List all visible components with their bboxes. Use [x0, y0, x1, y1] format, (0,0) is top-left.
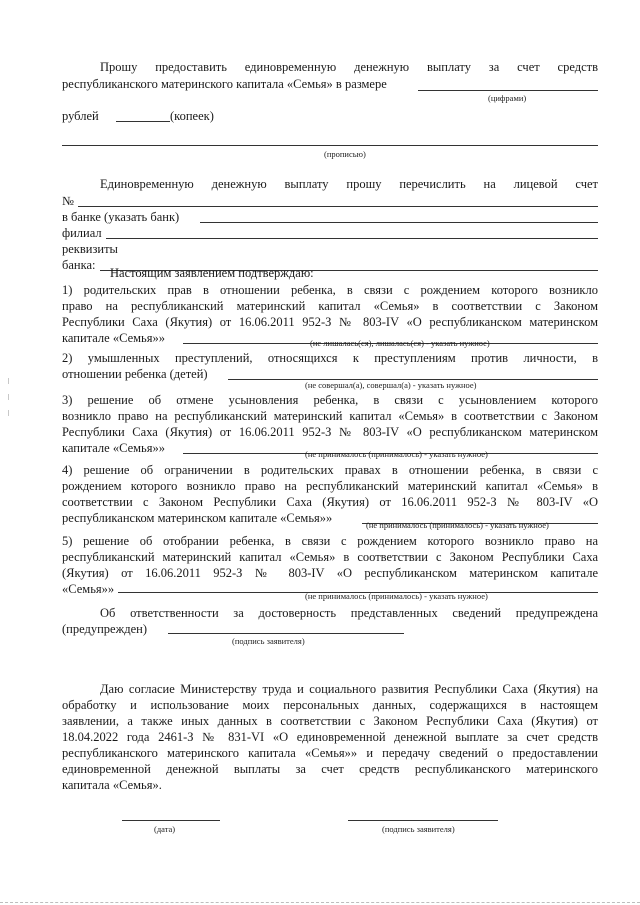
item2-line-1: 2) умышленных преступлений, относящихся к преступлениям против личности, в: [62, 351, 598, 365]
item1-line-3: Республики Саха (Якутия) от 16.06.2011 952-З № 803-IV «О республиканском материнском: [62, 315, 598, 329]
item2-line-2: отношении ребенка (детей): [62, 367, 208, 381]
item4-line-3: соответствии с Законом Республики Саха (Якутия) от 16.06.2011 952-З № 803-IV «О: [62, 495, 598, 509]
scan-mark: [8, 394, 9, 400]
rubles-label: рублей: [62, 109, 99, 123]
responsibility-line-1: Об ответственности за достоверность представленных сведений предупреждена: [100, 606, 598, 620]
signature-field[interactable]: [348, 820, 498, 821]
item5-line-4: «Семья»»: [62, 582, 115, 596]
item3-line-4: капитале «Семья»»: [62, 441, 165, 455]
amount-words-field[interactable]: [62, 145, 598, 146]
item1-line-4: капитале «Семья»»: [62, 331, 165, 345]
item3-line-2: возникло право на республиканский материнский капитал «Семья» в соответствии с Законом: [62, 409, 598, 423]
consent-line-1: Даю согласие Министерству труда и социального развития Республики Саха (Якутия) на: [100, 682, 598, 696]
item5-line-3: (Якутия) от 16.06.2011 952-З № 803-IV «О республиканском материнском капитале: [62, 566, 598, 580]
kopecks-label: (копеек): [170, 109, 214, 123]
item4-line-4: республиканском материнском капитале «Семья»»: [62, 511, 333, 525]
item4-hint: (не принималось (принималось) - указать нужное): [366, 520, 549, 530]
responsibility-line-2: (предупрежден): [62, 622, 147, 636]
transfer-line-1: Единовременную денежную выплату прошу перечислить на лицевой счет: [100, 177, 598, 191]
consent-line-4: 18.04.2022 года 2461-З № 831-VI «О единовременной денежной выплате за счет средств: [62, 730, 598, 744]
confirm-heading: Настоящим заявлением подтверждаю:: [110, 266, 314, 280]
item2-hint: (не совершал(а), совершал(а) - указать нужное): [305, 380, 477, 390]
details-label-1: реквизиты: [62, 242, 118, 256]
consent-line-7: капитала «Семья».: [62, 778, 162, 792]
responsibility-hint: (подпись заявителя): [232, 636, 305, 646]
page-edge: [0, 902, 640, 903]
bank-label: в банке (указать банк): [62, 210, 180, 224]
signature-hint: (подпись заявителя): [382, 824, 455, 834]
item3-line-1: 3) решение об отмене усыновления ребенка, в связи с усыновлением которого: [62, 393, 598, 407]
item5-hint: (не принималось (принималось) - указать нужное): [305, 591, 488, 601]
hint-digits: (цифрами): [488, 93, 527, 103]
responsibility-signature-field[interactable]: [168, 633, 404, 634]
item5-line-1: 5) решение об отобрании ребенка, в связи с рождением которого возникло право на: [62, 534, 598, 548]
item3-line-3: Республики Саха (Якутия) от 16.06.2011 952-З № 803-IV «О республиканском материнском: [62, 425, 598, 439]
item5-line-2: республиканский материнский капитал «Семья» в соответствии с Законом Республики Саха: [62, 550, 598, 564]
item4-line-2: рождением которого возникло право на республиканский материнский капитал «Семья» в: [62, 479, 598, 493]
item1-line-1: 1) родительских прав в отношении ребенка, в связи с рождением которого возникло: [62, 283, 598, 297]
amount-digits-field[interactable]: [418, 90, 598, 91]
hint-words: (прописью): [324, 149, 366, 159]
branch-label: филиал: [62, 226, 102, 240]
item1-hint: (не лишалась(ся), лишалась(ся) - указать нужное): [310, 338, 490, 348]
date-hint: (дата): [154, 824, 176, 834]
branch-field[interactable]: [106, 238, 598, 239]
item1-line-2: право на республиканский материнский капитал «Семья» в соответствии с Законом: [62, 299, 598, 313]
date-field[interactable]: [122, 820, 220, 821]
scan-mark: [8, 410, 9, 416]
rubles-field[interactable]: [116, 121, 170, 122]
consent-line-3: заявлении, а также иных данных в соответствии с Законом Республики Саха (Якутия) от: [62, 714, 598, 728]
details-label-2: банка:: [62, 258, 96, 272]
consent-line-5: республиканского материнского капитала «Семья»» и передачу сведений о предоставлении: [62, 746, 598, 760]
consent-line-2: обработку и использование моих персональных данных, содержащихся в настоящем: [62, 698, 598, 712]
item4-line-1: 4) решение об ограничении в родительских правах в отношении ребенка, в связи с: [62, 463, 598, 477]
scan-mark: [8, 378, 9, 384]
bank-field[interactable]: [200, 222, 598, 223]
account-number-field[interactable]: [78, 206, 598, 207]
request-line-1: Прошу предоставить единовременную денежную выплату за счет средств: [100, 60, 598, 74]
item3-hint: (не принималось (принималось) - указать нужное): [305, 449, 488, 459]
consent-line-6: единовременной денежной выплаты за счет средств республиканского материнского: [62, 762, 598, 776]
account-number-label: №: [62, 194, 74, 208]
request-line-2: республиканского материнского капитала «Семья» в размере: [62, 77, 387, 91]
